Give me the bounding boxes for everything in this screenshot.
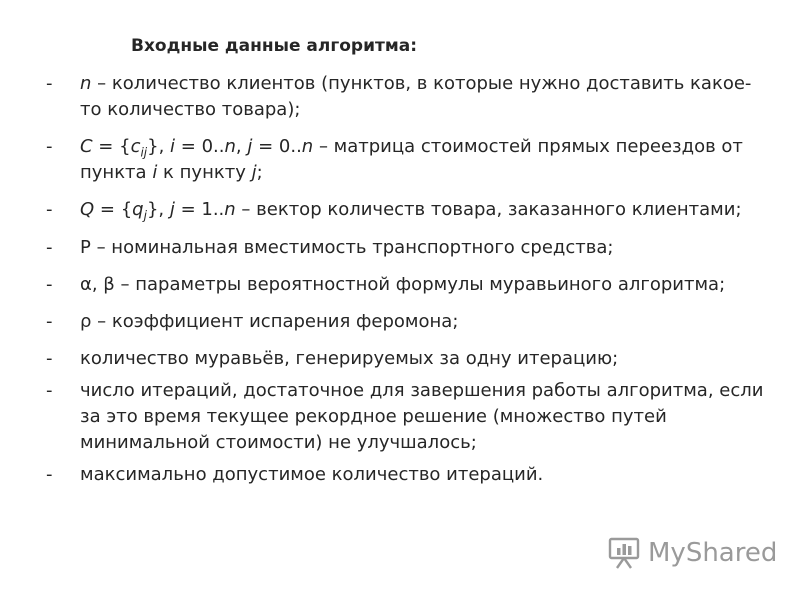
- list-item-n: - n – количество клиентов (пунктов, в которые нужно доставить какое-то количество товара);: [46, 73, 752, 120]
- bullet-dash: -: [46, 73, 53, 94]
- bullet-dash: -: [46, 311, 53, 332]
- list-item-iterations: - число итераций, достаточное для завершения работы алгоритма, если за это время текущее рекордное решение (множество путей минимальной стоимости) не улучшалось;: [46, 380, 764, 453]
- bullet-dash: -: [46, 274, 53, 295]
- watermark-text: MyShared: [648, 538, 778, 568]
- bullet-dash: -: [46, 199, 53, 220]
- slide-title: Входные данные алгоритма:: [131, 36, 417, 56]
- input-data-list: [46, 71, 766, 496]
- bullet-dash: -: [46, 380, 53, 401]
- bullet-dash: -: [46, 237, 53, 258]
- list-item-c: - $C = \{c_{ij}\}$, i = 0..n, j = 0..n – матрица стоимостей прямых переездов от пункта i к пункту j;: [46, 136, 743, 183]
- myshared-watermark: [606, 536, 777, 570]
- presentation-board-icon: [606, 537, 642, 569]
- list-item-q: - $Q = \{q_j\}$, j = 1..n – вектор количеств товара, заказанного клиентами;: [46, 199, 742, 223]
- bullet-dash: -: [46, 136, 53, 157]
- bullet-dash: -: [46, 348, 53, 369]
- list-item-rho: - ρ – коэффициент испарения феромона;: [46, 309, 766, 335]
- list-item-p: - P – номинальная вместимость транспортного средства;: [46, 235, 766, 261]
- bullet-dash: -: [46, 464, 53, 485]
- list-item-alpha-beta: - α, β – параметры вероятностной формулы муравьиного алгоритма;: [46, 272, 766, 298]
- list-item-max-iterations: - максимально допустимое количество итераций.: [46, 462, 766, 488]
- list-item-ants: - количество муравьёв, генерируемых за одну итерацию;: [46, 346, 766, 372]
